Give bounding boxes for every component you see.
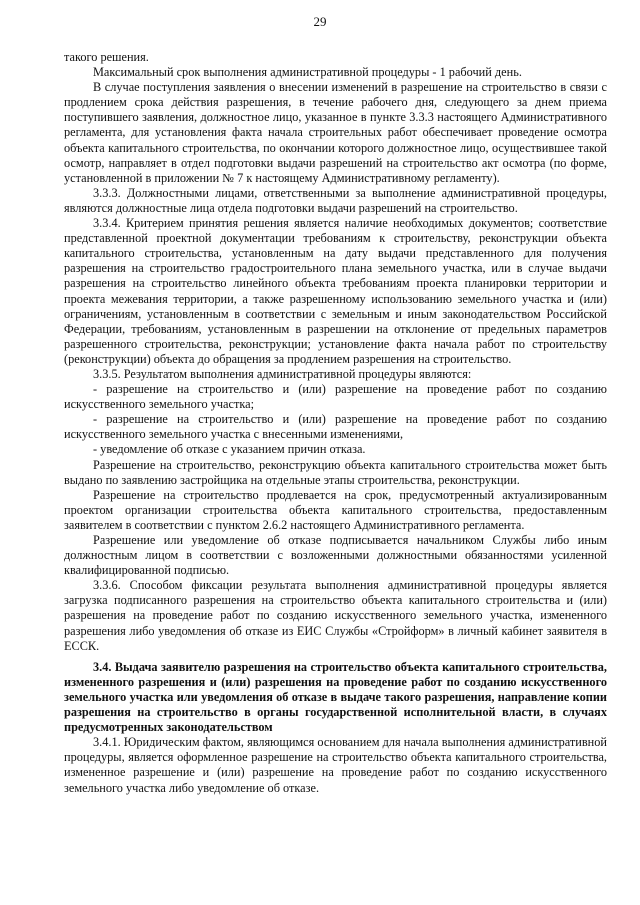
paragraph-12: Разрешение или уведомление об отказе подписывается начальником Службы либо иным должностным лицом в соответствии с возложенными должностными обязанностями усиленной квалифицированной подписью. [64,533,607,578]
document-body [64,50,607,796]
paragraph-9: - уведомление об отказе с указанием причин отказа. [93,442,366,457]
section-heading: 3.4. Выдача заявителю разрешения на строительство объекта капитального строительства, измененного разрешения и (или) разрешения на проведение работ по созданию искусственного земельного участка или уведомления об отказе в выдаче такого разрешения, направление копии разрешения на строительство в органы государственной исполнительной власти, в случаях предусмотренных законодательством [64,659,607,735]
paragraph-6: 3.3.5. Результатом выполнения административной процедуры являются: [93,366,472,381]
paragraph-4: 3.3.3. Должностными лицами, ответственными за выполнение административной процедуры, являются должностные лица отдела подготовки выдачи разрешений на строительство. [64,185,607,215]
paragraph-2: Максимальный срок выполнения административной процедуры - 1 рабочий день. [93,65,522,80]
paragraph-8: - разрешение на строительство и (или) разрешение на проведение работ по созданию искусственного земельного участка с внесенными изменениями, [64,412,607,442]
paragraph-3: В случае поступления заявления о внесении изменений в разрешение на строительство в связи с продлением срока действия разрешения, в течение рабочего дня, следующего за днем приема поступившего заявления, должностное лицо, указанное в пункте 3.3.3 настоящего Административного регламента, для установления факта начала строительных работ обеспечивает проведение осмотра объекта капитального строительства, по окончании которого должностное лицо, осуществившее такой осмотр, направляет в отдел подготовки выдачи разрешений на строительство акт осмотра (по форме, установленной в приложении № 7 к настоящему Административному регламенту). [64,80,607,185]
paragraph-15: 3.4.1. Юридическим фактом, являющимся основанием для начала выполнения административной процедуры, является оформленное разрешение на строительство объекта капитального строительства, измененное разрешение и (или) разрешение на проведение работ по созданию искусственного земельного участка либо уведомление об отказе. [64,735,607,795]
paragraph-11: Разрешение на строительство продлевается на срок, предусмотренный актуализированным проектом организации строительства объекта капитального строительства, предоставленным заявителем в соответствии с пунктом 2.6.2 настоящего Административного регламента. [64,487,607,532]
paragraph-7: - разрешение на строительство и (или) разрешение на проведение работ по созданию искусственного земельного участка; [64,382,607,412]
paragraph-13: 3.3.6. Способом фиксации результата выполнения административной процедуры является загрузка подписанного разрешения на строительство объекта капитального строительства и (или) разрешения на проведение работ по созданию искусственного земельного участка, измененного разрешения либо уведомления об отказе из ЕИС Службы «Стройформ» в личный кабинет заявителя в ЕССК. [64,578,607,653]
page-number: 29 [313,14,327,29]
paragraph-5: 3.3.4. Критерием принятия решения является наличие необходимых документов; соответствие представленной проектной документации требованиям к строительству, реконструкции объекта капитального строительства, установленным на дату выдачи представленного для получения разрешения на строительство градостроительного плана земельного участка, или в случае выдачи разрешения на строительство линейного объекта требованиям проекта планировки территории и проекта межевания территории, а также разрешенному использованию земельного участка и (или) ограничениям, установленным в соответствии с земельным и иным законодательством Российской Федерации, требованиям, установленным в разрешении на отклонение от предельных параметров разрешенного строительства, реконструкции; установление факта начала работ по строительству (реконструкции) объекта до обращения за продлением разрешения на строительство. [64,216,607,366]
paragraph-1: такого решения. [64,50,149,64]
paragraph-10: Разрешение на строительство, реконструкцию объекта капитального строительства может быть выдано по заявлению застройщика на отдельные этапы строительства, реконструкции. [64,457,607,487]
